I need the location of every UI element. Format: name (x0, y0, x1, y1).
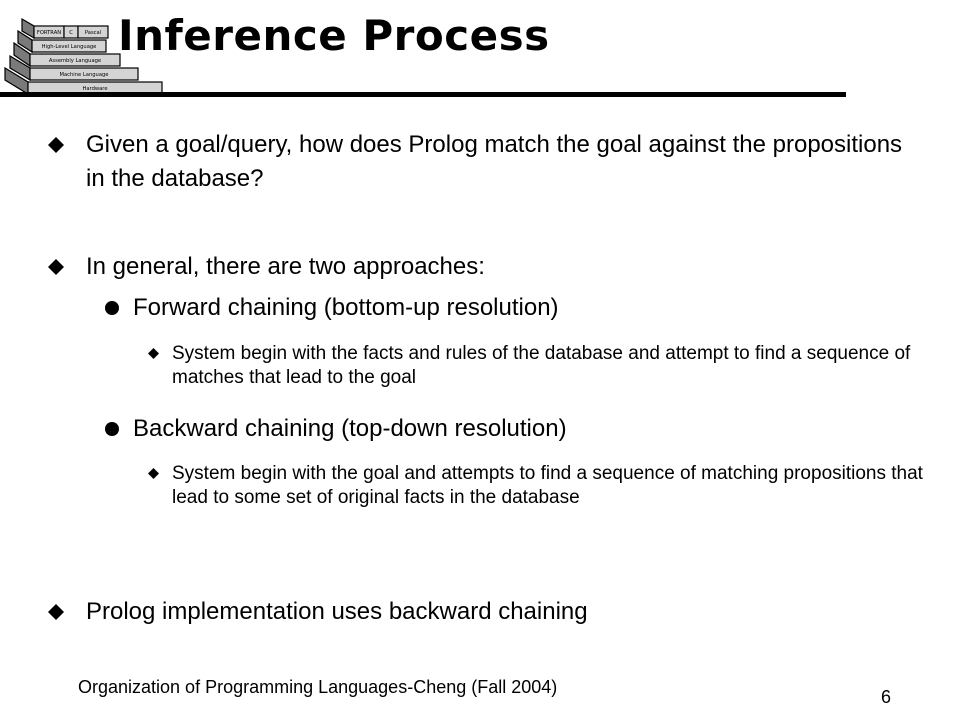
logo-machine-label: Machine Language (59, 72, 109, 78)
bullet-text: Backward chaining (top-down resolution) (133, 415, 567, 442)
diamond-bullet-icon (48, 604, 64, 620)
bullet-prolog-implementation (48, 595, 916, 629)
disc-bullet-icon (105, 301, 119, 315)
bullet-text: Given a goal/query, how does Prolog match the goal against the propositions in the database? (86, 131, 903, 192)
page-number: 6 (881, 687, 892, 707)
logo-assembly-label: Assembly Language (48, 58, 102, 64)
bullet-goal-query (48, 128, 916, 196)
disc-bullet-icon (105, 422, 119, 436)
bullet-text: System begin with the facts and rules of the database and attempt to find a sequence of matches that lead to the goal (172, 343, 911, 388)
logo-high-level-label: High-Level Language (41, 44, 97, 50)
diamond-bullet-icon (148, 468, 159, 479)
logo-pascal-label: Pascal (84, 30, 102, 36)
bullet-text: Prolog implementation uses backward chaining (86, 598, 588, 625)
slide-title: Inference Process (118, 11, 550, 60)
title-underline (0, 92, 846, 97)
bullet-two-approaches (48, 250, 916, 284)
bullet-text: Forward chaining (bottom-up resolution) (133, 294, 559, 321)
diamond-bullet-icon (48, 137, 64, 153)
diamond-bullet-icon (148, 348, 159, 359)
logo-fortran-label: FORTRAN (36, 30, 62, 36)
diamond-bullet-icon (48, 259, 64, 275)
bullet-forward-chaining (105, 292, 893, 324)
bullet-forward-detail (148, 342, 960, 390)
bullet-text: In general, there are two approaches: (86, 253, 485, 280)
logo-c-label: C (69, 30, 73, 36)
bullet-backward-detail (148, 462, 960, 510)
bullet-text: System begin with the goal and attempts to find a sequence of matching propositions that lead to some set of original facts in the database (172, 463, 923, 508)
bullet-backward-chaining (105, 413, 893, 445)
slide-footer: Organization of Programming Languages-Cheng (Fall 2004) (78, 677, 558, 697)
logo-hardware-label: Hardware (82, 86, 108, 92)
